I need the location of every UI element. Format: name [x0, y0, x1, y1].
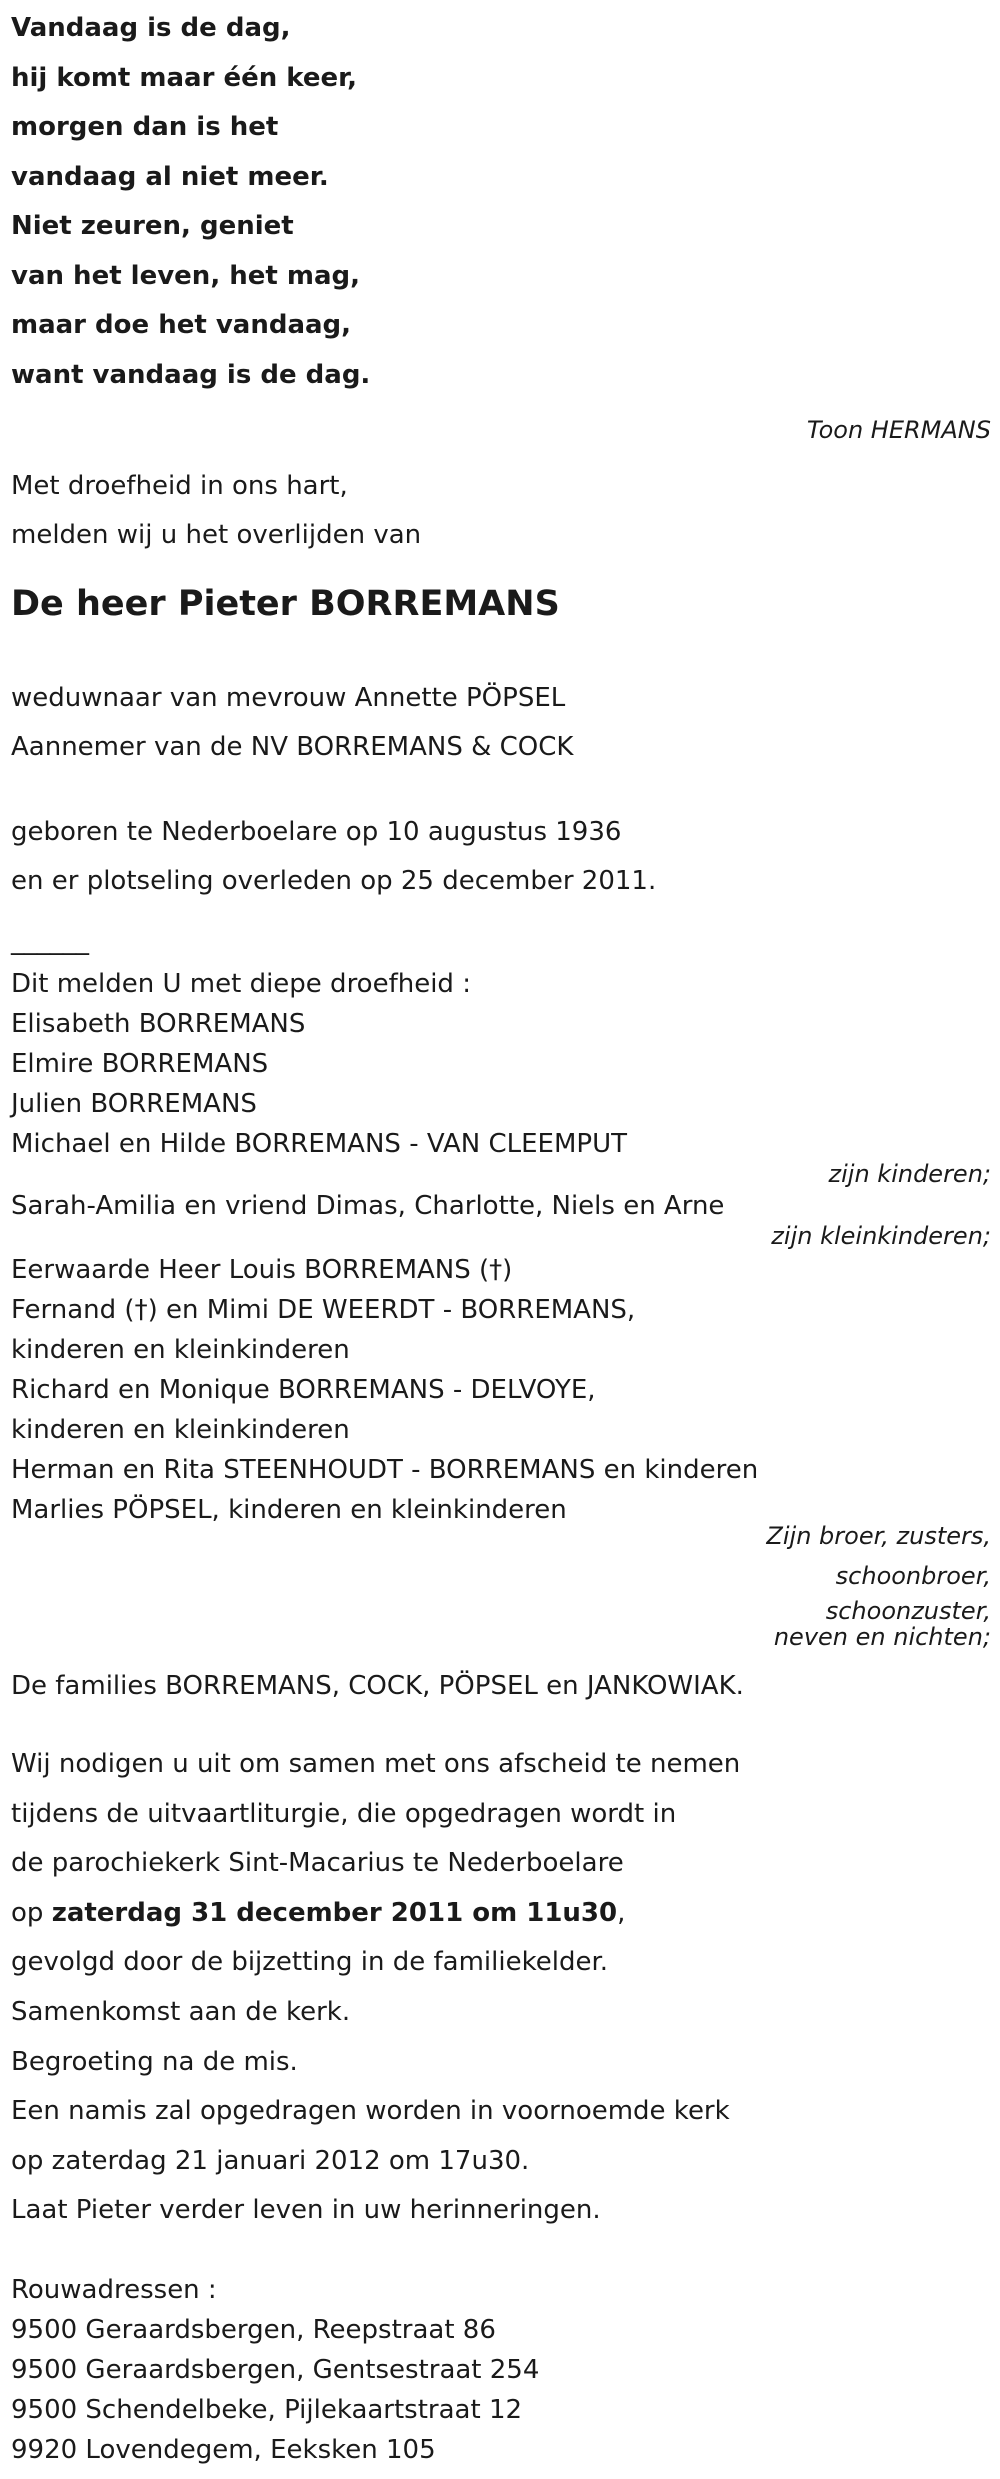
ceremony-line: op zaterdag 21 januari 2012 om 17u30. — [11, 2145, 530, 2176]
siblings-label-line: neven en nichten; — [773, 1623, 991, 1651]
intro-line: Met droefheid in ons hart, — [11, 471, 348, 501]
ceremony-block — [11, 1740, 740, 2236]
poem-line: Niet zeuren, geniet — [11, 211, 294, 241]
child-line: Elmire BORREMANS — [11, 1049, 269, 1079]
poem-line: hij komt maar één keer, — [11, 62, 358, 93]
obituary-page — [11, 0, 991, 2465]
family-block — [11, 964, 627, 1164]
address-line: 9500 Schendelbeke, Pijlekaartstraat 12 — [11, 2395, 523, 2425]
ceremony-line: gevolgd door de bijzetting in de familiekelder. — [11, 1947, 609, 1978]
families-block — [11, 1666, 744, 1706]
families-line: De families BORREMANS, COCK, PÖPSEL en JANKOWIAK. — [11, 1671, 744, 1701]
poem-author: Toon HERMANS — [806, 416, 991, 444]
ceremony-line: Een namis zal opgedragen worden in voornoemde kerk — [11, 2096, 730, 2127]
announcement-intro — [11, 462, 421, 560]
separator: ______ — [11, 926, 89, 956]
date-prefix: op — [11, 1897, 52, 1928]
ceremony-line: Samenkomst aan de kerk. — [11, 1996, 351, 2027]
sibling-line: Herman en Rita STEENHOUDT - BORREMANS en kinderen — [11, 1455, 759, 1485]
sibling-line: kinderen en kleinkinderen — [11, 1335, 350, 1365]
poem-line: want vandaag is de dag. — [11, 359, 371, 390]
child-line: Elisabeth BORREMANS — [11, 1009, 306, 1039]
date-suffix: , — [617, 1897, 626, 1928]
addresses-heading: Rouwadressen : — [11, 2275, 217, 2305]
sibling-line: Fernand (†) en Mimi DE WEERDT - BORREMANS, — [11, 1295, 636, 1325]
children-label: zijn kinderen; — [828, 1160, 991, 1188]
ceremony-line: de parochiekerk Sint-Macarius te Nederboelare — [11, 1848, 624, 1879]
siblings-label — [766, 1516, 991, 1651]
poem-line: maar doe het vandaag, — [11, 310, 352, 340]
sibling-line: Marlies PÖPSEL, kinderen en kleinkinderen — [11, 1495, 567, 1525]
grandchildren-line: Sarah-Amilia en vriend Dimas, Charlotte, Niels en Arne — [11, 1191, 725, 1221]
grandchildren-label: zijn kleinkinderen; — [771, 1222, 991, 1250]
sibling-line: kinderen en kleinkinderen — [11, 1415, 350, 1445]
grandchildren-block — [11, 1186, 724, 1226]
poem-line: Vandaag is de dag, — [11, 13, 291, 43]
addresses-block — [11, 2270, 539, 2470]
siblings-block — [11, 1250, 758, 1530]
ceremony-date-line — [11, 1889, 740, 1939]
ceremony-line: tijdens de uitvaartliturgie, die opgedragen wordt in — [11, 1798, 677, 1829]
deceased-details — [11, 674, 573, 772]
intro-line: melden wij u het overlijden van — [11, 520, 422, 550]
ceremony-line: Begroeting na de mis. — [11, 2046, 298, 2077]
born-line: geboren te Nederboelare op 10 augustus 1936 — [11, 817, 622, 847]
profession-line: Aannemer van de NV BORREMANS & COCK — [11, 732, 574, 762]
child-line: Julien BORREMANS — [11, 1089, 257, 1119]
siblings-label-line: schoonzuster, — [825, 1597, 991, 1625]
poem-line: van het leven, het mag, — [11, 260, 360, 291]
poem-line: morgen dan is het — [11, 112, 279, 142]
ceremony-line: Wij nodigen u uit om samen met ons afscheid te nemen — [11, 1749, 741, 1779]
address-line: 9500 Geraardsbergen, Gentsestraat 254 — [11, 2355, 540, 2385]
siblings-label-line: schoonbroer, — [835, 1562, 991, 1590]
family-intro: Dit melden U met diepe droefheid : — [11, 969, 471, 999]
poem-line: vandaag al niet meer. — [11, 161, 329, 192]
poem — [11, 4, 991, 400]
sibling-line: Richard en Monique BORREMANS - DELVOYE, — [11, 1375, 596, 1405]
widower-line: weduwnaar van mevrouw Annette PÖPSEL — [11, 683, 566, 713]
ceremony-line: Laat Pieter verder leven in uw herinneringen. — [11, 2195, 601, 2226]
deceased-name: De heer Pieter BORREMANS — [11, 584, 560, 624]
died-line: en er plotseling overleden op 25 december 2011. — [11, 866, 657, 896]
child-line: Michael en Hilde BORREMANS - VAN CLEEMPUT — [11, 1129, 627, 1159]
life-dates — [11, 808, 656, 906]
address-line: 9920 Lovendegem, Eeksken 105 — [11, 2435, 436, 2465]
ceremony-date: zaterdag 31 december 2011 om 11u30 — [51, 1897, 618, 1928]
sibling-line: Eerwaarde Heer Louis BORREMANS (†) — [11, 1255, 513, 1285]
siblings-label-line: Zijn broer, zusters, — [766, 1522, 991, 1550]
address-line: 9500 Geraardsbergen, Reepstraat 86 — [11, 2315, 496, 2345]
